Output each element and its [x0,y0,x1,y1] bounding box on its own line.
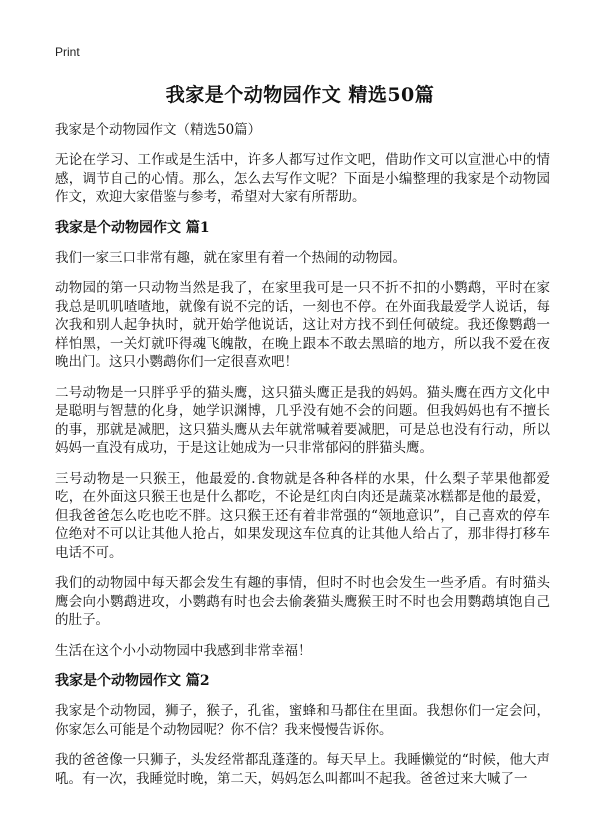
article-body [55,121,550,800]
paragraph: 我家是个动物园，狮子，猴子，孔雀，蜜蜂和马都住在里面。我想你们一定会问，你家怎么可能是个动物园呢？你不信？我来慢慢告诉你。 [55,703,550,738]
section-heading: 我家是个动物园作文 篇2 [55,673,210,689]
paragraph: 动物园的第一只动物当然是我了，在家里我可是一只不折不扣的小鹦鹉，平时在家我总是叽叽喳喳地，就像有说不完的话，一刻也不停。在外面我最爱学人说话，每次我和别人起争执时，就开始学他说话，这让对方找不到任何破绽。我还像鹦鹉一样怕黑，一关灯就吓得魂飞魄散，在晚上跟本不敢去黑暗的地方，所以我不爱在夜晚出门。这只小鹦鹉你们一定很喜欢吧！ [55,280,550,370]
article-subtitle: 我家是个动物园作文（精选50篇） [55,122,262,138]
paragraph: 我们的动物园中每天都会发生有趣的事情，但时不时也会发生一些矛盾。有时猫头鹰会向小鹦鹉进攻，小鹦鹉有时也会去偷袭猫头鹰猴王时不时也会用鹦鹉填饱自己的肚子。 [55,575,550,628]
paragraph: 三号动物是一只猴王，他最爱的.食物就是各种各样的水果，什么梨子苹果他都爱吃，在外面这只猴王也是什么都吃，不论是红肉白肉还是蔬菜冰糕都是他的最爱，但我爸爸怎么吃也吃不胖。这只猴王还有着非常强的“领地意识”，自己喜欢的停车位绝对不可以让其他人抢占，如果发现这车位真的让其他人给占了，那非得打移车电话不可。 [55,470,550,561]
paragraph: 二号动物是一只胖乎乎的猫头鹰，这只猫头鹰正是我的妈妈。猫头鹰在西方文化中是聪明与智慧的化身，她学识渊博，几乎没有她不会的问题。但我妈妈也有不擅长的事，那就是减肥，这只猫头鹰从去年就常喊着要减肥，可是总也没有行动，所以妈妈一直没有成功，于是这让她成为一只非常郁闷的胖猫头鹰。 [55,384,550,456]
section-heading: 我家是个动物园作文 篇1 [55,219,210,236]
intro-paragraph: 无论在学习、工作或是生活中，许多人都写过作文吧，借助作文可以宣泄心中的情感，调节自己的心情。那么，怎么去写作文呢？下面是小编整理的我家是个动物园作文，欢迎大家借鉴与参考，希望对大家有所帮助。 [55,152,550,205]
paragraph: 我们一家三口非常有趣，就在家里有着一个热闹的动物园。 [55,249,406,266]
page-title: 我家是个动物园作文 精选50篇 [165,84,435,106]
paragraph: 生活在这个小小动物园中我感到非常幸福！ [55,642,312,659]
print-link[interactable]: Print [55,45,80,59]
paragraph: 我的爸爸像一只狮子，头发经常都乱蓬蓬的。每天早上。我睡懒觉的“时候，他大声吼。有一次，我睡觉时晚，第二天，妈妈怎么叫都叫不起我。爸爸过来大喊了一 [55,752,550,787]
